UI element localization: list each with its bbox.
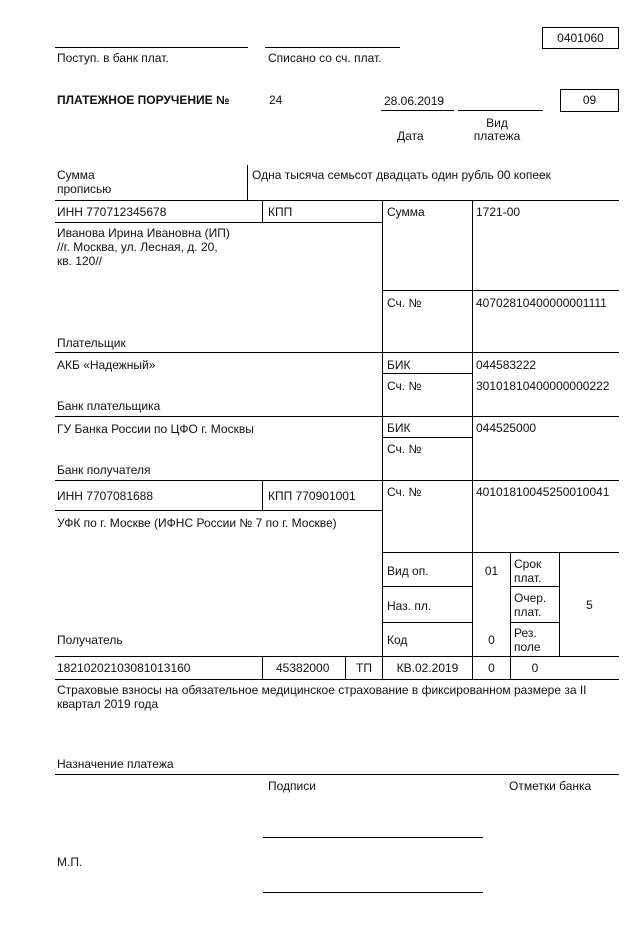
payment-type-label-1: Вид xyxy=(486,116,508,130)
op-type-label: Вид оп. xyxy=(387,564,429,578)
payer-bank-bik-label: БИК xyxy=(387,358,411,372)
debited-line xyxy=(265,47,400,48)
priority-label-1: Очер. xyxy=(514,591,547,605)
grid-vline-left-main xyxy=(382,200,383,679)
payer-bank-bik: 044583222 xyxy=(476,358,537,372)
recipient-name: УФК по г. Москве (ИФНС России № 7 по г. Москве) xyxy=(57,516,337,530)
term-label-1: Срок xyxy=(514,557,542,571)
payment-type-label-2: платежа xyxy=(473,129,521,143)
payer-account-label: Сч. № xyxy=(387,296,422,310)
recipient-account-label: Сч. № xyxy=(387,485,422,499)
priority-label-2: плат. xyxy=(514,605,542,619)
grid-line-inn-payer xyxy=(55,222,382,223)
status-code-box xyxy=(560,89,619,112)
date-line xyxy=(381,110,454,111)
recipient-label: Получатель xyxy=(57,633,123,647)
grid-vline-tax-1 xyxy=(262,656,263,679)
tax-basis: ТП xyxy=(356,661,372,675)
stamp-label: М.П. xyxy=(57,855,83,869)
payer-name-line-2: //г. Москва, ул. Лесная, д. 20, xyxy=(57,240,218,254)
grid-line-recipient-bottom xyxy=(55,656,619,657)
recipient-bank-account-label: Сч. № xyxy=(387,442,422,456)
grid-line-recipient-bank-bottom xyxy=(55,480,619,481)
sum-label: Сумма xyxy=(387,205,425,219)
term-label-2: плат. xyxy=(514,571,542,585)
grid-line-tax-row-bottom xyxy=(55,679,619,680)
payment-type-line xyxy=(458,110,543,111)
form-code: 0401060 xyxy=(557,31,604,45)
payer-name-line-1: Иванова Ирина Ивановна (ИП) xyxy=(57,226,230,240)
signature-line-1 xyxy=(263,837,483,838)
grid-line-term-bottom xyxy=(510,586,559,587)
grid-line-payer-bottom xyxy=(55,352,619,353)
payer-bank-label: Банк плательщика xyxy=(57,399,161,413)
grid-line-sum-bottom xyxy=(382,290,619,291)
order-number: 24 xyxy=(269,93,283,107)
payer-bank-name: АКБ «Надежный» xyxy=(57,358,156,372)
recipient-kpp: КПП 770901001 xyxy=(268,489,356,503)
grid-line-optype-top xyxy=(382,552,619,553)
payer-name-line-3: кв. 120// xyxy=(57,254,102,268)
amount-words-label-1: Сумма xyxy=(57,168,95,182)
payer-bank-account-label: Сч. № xyxy=(387,379,422,393)
grid-vline-term-left xyxy=(510,552,511,679)
purpose-code-label: Наз. пл. xyxy=(387,599,432,613)
recipient-bank-bik: 044525000 xyxy=(476,421,537,435)
tax-doc-date: 0 xyxy=(531,661,539,675)
code-label: Код xyxy=(387,633,408,647)
debited-label: Списано со сч. плат. xyxy=(268,51,382,65)
signatures-label: Подписи xyxy=(268,779,316,793)
amount-words-value: Одна тысяча семьсот двадцать один рубль 00 копеек xyxy=(252,168,551,182)
tax-oktmo: 45382000 xyxy=(276,661,330,675)
form-code-box xyxy=(542,27,619,49)
grid-line-inn-recipient xyxy=(55,510,382,511)
grid-vline-kpp xyxy=(262,200,263,222)
code-value: 0 xyxy=(488,633,495,647)
date-label: Дата xyxy=(397,129,424,143)
reserve-label-2: поле xyxy=(514,640,541,654)
sum-value: 1721-00 xyxy=(476,205,521,219)
grid-line-priority-bottom xyxy=(510,622,559,623)
payer-kpp: КПП xyxy=(268,205,293,219)
purpose-label: Назначение платежа xyxy=(57,757,174,771)
amount-words-label-2: прописью xyxy=(57,182,112,196)
order-date: 28.06.2019 xyxy=(384,94,445,108)
payer-label: Плательщик xyxy=(57,336,126,350)
amount-words-divider xyxy=(247,165,248,201)
tax-kbk: 18210202103081013160 xyxy=(57,661,191,675)
recipient-account: 40101810045250010041 xyxy=(476,485,610,499)
payer-bank-account: 30101810400000000222 xyxy=(476,379,610,393)
recipient-bank-name: ГУ Банка России по ЦФО г. Москвы xyxy=(57,422,254,436)
grid-line-purpose-bottom xyxy=(382,622,472,623)
grid-line-bik2-bottom xyxy=(382,437,472,438)
grid-line-amount-top xyxy=(55,200,619,201)
tax-doc-number: 0 xyxy=(488,661,495,675)
grid-line-optype-bottom xyxy=(382,586,472,587)
order-title: ПЛАТЕЖНОЕ ПОРУЧЕНИЕ № xyxy=(57,93,230,107)
grid-vline-kpp-recipient xyxy=(262,480,263,510)
received-line xyxy=(55,47,248,48)
recipient-bank-label: Банк получателя xyxy=(57,463,151,477)
purpose-text: Страховые взносы на обязательное медицинское страхование в фиксированном размере за II квартал 2019 года xyxy=(57,683,587,711)
bank-marks-label: Отметки банка xyxy=(509,779,592,793)
grid-line-payer-bank-bottom xyxy=(55,416,619,417)
op-type-value: 01 xyxy=(484,564,499,578)
recipient-bank-bik-label: БИК xyxy=(387,421,411,435)
purpose-bottom-line xyxy=(55,774,619,775)
payer-account: 40702810400000001111 xyxy=(476,296,607,310)
priority-value: 5 xyxy=(586,598,593,612)
tax-period: КВ.02.2019 xyxy=(396,661,459,675)
reserve-label-1: Рез. xyxy=(514,626,537,640)
recipient-inn: ИНН 7707081688 xyxy=(57,489,154,503)
payer-inn: ИНН 770712345678 xyxy=(57,205,167,219)
grid-line-bik1-bottom xyxy=(382,373,472,374)
status-code: 09 xyxy=(582,93,597,107)
grid-vline-right-main xyxy=(472,200,473,679)
signature-line-2 xyxy=(263,892,483,893)
received-label: Поступ. в банк плат. xyxy=(57,51,169,65)
